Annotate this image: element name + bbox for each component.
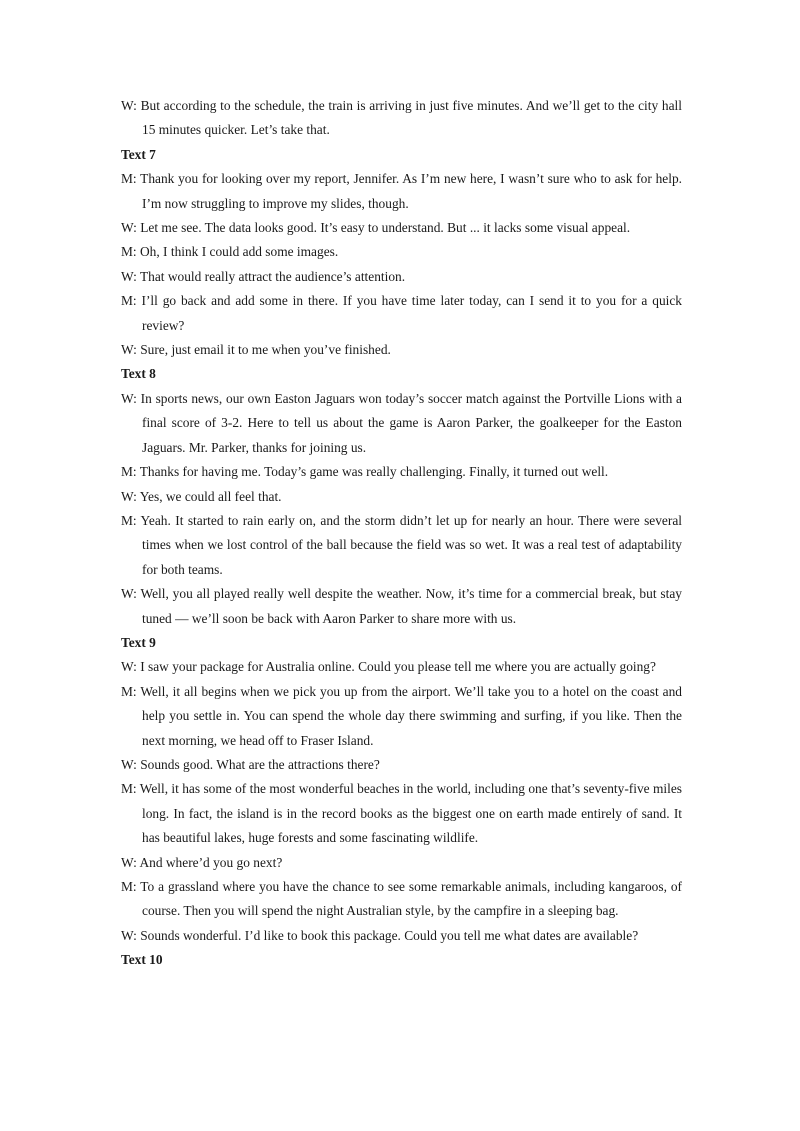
dialogue-line: M: Well, it has some of the most wonderful beaches in the world, including one that’s seventy-five miles long. In fact, the island is in the record books as the biggest one on earth made entirely of sand. It has beautiful lakes, huge forests and some fascinating wildlife. (121, 781, 682, 846)
dialogue-line: W: Yes, we could all feel that. (121, 488, 282, 504)
dialogue-line: W: In sports news, our own Easton Jaguars won today’s soccer match against the Portville Lions with a final score of 3-2. Here to tell us about the game is Aaron Parker, the goalkeeper for the Easton Jaguars. Mr. Parker, thanks for joining us. (121, 390, 682, 455)
dialogue-line: W: That would really attract the audience’s attention. (121, 268, 406, 284)
dialogue-line: W: Well, you all played really well despite the weather. Now, it’s time for a commercial break, but stay tuned — we’ll soon be back with Aaron Parker to share more with us. (121, 586, 682, 626)
section-heading: Text 9 (121, 634, 156, 650)
dialogue-line: M: Yeah. It started to rain early on, and the storm didn’t let up for nearly an hour. There were several times when we lost control of the ball because the field was so wet. It was a real test of adaptability for both teams. (121, 512, 682, 577)
dialogue-line: M: Oh, I think I could add some images. (121, 244, 339, 260)
dialogue-line: W: And where’d you go next? (121, 854, 283, 870)
dialogue-line: M: I’ll go back and add some in there. If you have time later today, can I send it to you for a quick review? (121, 293, 682, 333)
dialogue-line: W: Sure, just email it to me when you’ve finished. (121, 342, 391, 358)
section-heading: Text 7 (121, 146, 156, 162)
dialogue-line: W: Let me see. The data looks good. It’s easy to understand. But ... it lacks some visual appeal. (121, 220, 631, 236)
dialogue-line: M: Thanks for having me. Today’s game was really challenging. Finally, it turned out well. (121, 464, 609, 480)
dialogue-line: W: But according to the schedule, the train is arriving in just five minutes. And we’ll get to the city hall 15 minutes quicker. Let’s take that. (121, 98, 682, 138)
dialogue-line: M: Well, it all begins when we pick you up from the airport. We’ll take you to a hotel on the coast and help you settle in. You can spend the whole day there swimming and surfing, if you like. Then the next morning, we head off to Fraser Island. (121, 683, 682, 748)
dialogue-line: W: Sounds wonderful. I’d like to book this package. Could you tell me what dates are available? (121, 927, 639, 943)
dialogue-line: W: I saw your package for Australia online. Could you please tell me where you are actually going? (121, 659, 656, 675)
section-heading: Text 8 (121, 366, 156, 382)
dialogue-line: M: To a grassland where you have the chance to see some remarkable animals, including kangaroos, of course. Then you will spend the night Australian style, by the campfire in a sleeping bag. (121, 879, 682, 919)
section-heading: Text 10 (121, 952, 163, 968)
dialogue-line: W: Sounds good. What are the attractions there? (121, 756, 380, 772)
dialogue-line: M: Thank you for looking over my report, Jennifer. As I’m new here, I wasn’t sure who to ask for help. I’m now struggling to improve my slides, though. (121, 171, 682, 211)
